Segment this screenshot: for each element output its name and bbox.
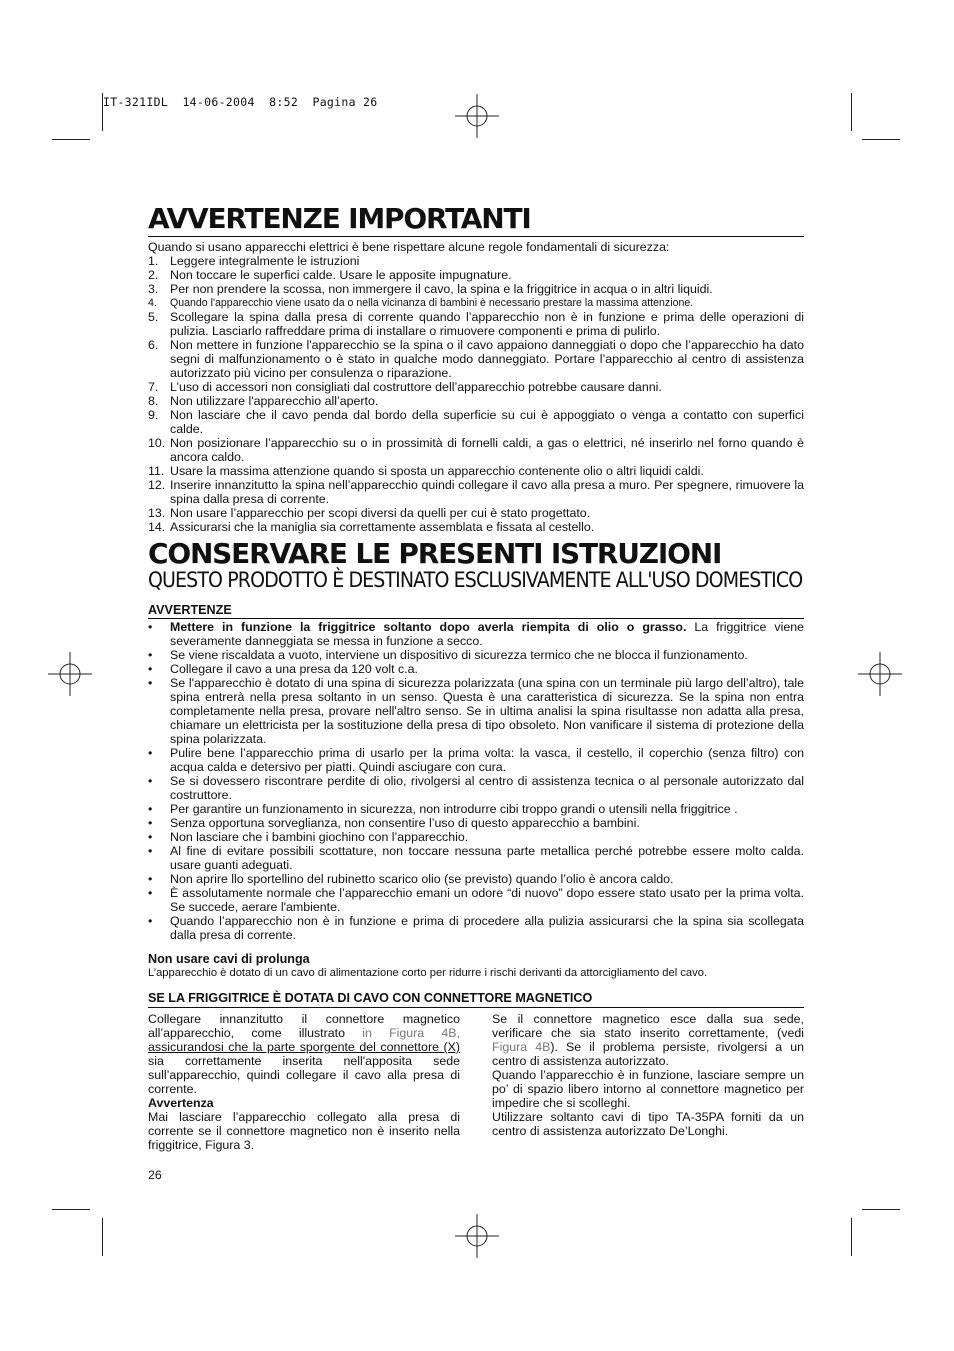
registration-mark-icon [455,1214,499,1258]
crop-mark [862,1209,900,1210]
list-item: • Pulire bene l’apparecchio prima di usarlo per la prima volta: la vasca, il cestello, il coperchio (senza filtro) con acqua calda e detersivo per piatti. Quindi asciugare con cura. [148,746,804,774]
paragraph: Quando l’apparecchio è in funzione, lasciare sempre un po’ di spazio libero intorno al connettore magnetico per impedire che si scolleghi. [492,1068,804,1110]
list-item [148,506,804,520]
paragraph: Mai lasciare l’apparecchio collegato alla presa di corrente se il connettore magnetico non è inserito nella friggitrice, Figura 3. [148,1110,460,1152]
list-item [148,520,804,534]
crop-mark [102,1218,103,1256]
item-text: Quando l'apparecchio viene usato da o nella vicinanza di bambini è necessario prestare la massima attenzione. [170,297,694,309]
list-item: • Non lasciare che i bambini giochino con l’apparecchio. [148,830,804,844]
page-content [148,203,804,1182]
section-title: CONSERVARE LE PRESENTI ISTRUZIONI [148,537,722,570]
item-text: Assicurarsi che la maniglia sia correttamente assemblata e fissata al cestello. [170,520,595,534]
item-number: 5. [148,310,159,324]
list-item: • Se viene riscaldata a vuoto, interviene un dispositivo di sicurezza termico che ne blocca il funzionamento. [148,648,804,662]
list-item [148,282,804,296]
list-item [148,478,804,506]
item-text: Leggere integralmente le istruzioni [170,254,360,268]
figure-reference: Figura 4B [492,1040,551,1054]
item-text: Non lasciare che il cavo penda dal bordo della superficie su cui è appoggiato o venga a contatto con superfici calde. [170,408,804,436]
item-text: Non usare l’apparecchio per scopi diversi da quelli per cui è stato progettato. [170,506,591,520]
section-title: AVVERTENZE IMPORTANTI [148,203,804,237]
item-number: 1. [148,254,159,268]
item-number: 8. [148,394,159,408]
crop-mark [851,1218,852,1256]
crop-mark [52,1209,90,1210]
registration-mark-icon [48,652,92,696]
list-item: • Se si dovessero riscontrare perdite di olio, rivolgersi al centro di assistenza tecnica o al personale autorizzato dal costruttore. [148,774,804,802]
item-text: Per non prendere la scossa, non immergere il cavo, la spina e la friggitrice in acqua o in altri liquidi. [170,282,713,296]
bullet-list [148,618,804,942]
list-item: • Per garantire un funzionamento in sicurezza, non introdurre cibi troppo grandi o utensili nella friggitrice . [148,802,804,816]
page-number: 26 [148,1168,162,1182]
item-number: 3. [148,282,159,296]
item-number: 11. [148,464,165,478]
item-number: 12. [148,478,166,492]
list-item [148,310,804,338]
warning-label: Avvertenza [148,1096,214,1110]
item-text: Non toccare le superfici calde. Usare le apposite impugnature. [170,268,512,282]
list-item: • Senza opportuna sorveglianza, non consentire l’uso di questo apparecchio a bambini. [148,816,804,830]
paragraph: Se il connettore magnetico esce dalla sua sede, verificare che sia stato inserito correttamente, (vedi Figura 4B). Se il problema persiste, rivolgersi a un centro di assistenza autorizzato. [492,1012,804,1068]
item-text: Non mettere in funzione l'apparecchio se la spina o il cavo appaiono danneggiati o dopo che l’apparecchio ha dato segni di malfunzionamento o è stato in qualche modo danneggiato. Portare l’apparecchio al centro di assistenza autorizzato più vicino per consulenza o riparazione. [170,338,804,380]
figure-reference: in Figura 4B, [362,1026,461,1040]
list-item: • Mettere in funzione la friggitrice soltanto dopo averla riempita di olio o grasso. La friggitrice viene severamente danneggiata se messa in funzione a secco. [148,620,804,648]
item-text: Non posizionare l’apparecchio su o in prossimità di fornelli caldi, a gas o elettrici, né inserirlo nel forno quando è ancora caldo. [170,436,804,464]
list-item: • Collegare il cavo a una presa da 120 volt c.a. [148,662,804,676]
item-number: 13. [148,506,166,520]
item-number: 4. [148,297,157,309]
item-number: 9. [148,408,159,422]
extension-cord-text: L’apparecchio è dotato di un cavo di alimentazione corto per ridurre i rischi derivanti da attorcigliamento del cavo. [148,967,708,979]
list-item [148,408,804,436]
item-number: 14. [148,520,166,534]
warnings-heading: AVVERTENZE [148,603,232,617]
list-item [148,380,804,394]
item-number: 7. [148,380,159,394]
registration-mark-icon [455,94,499,138]
crop-mark [52,139,90,140]
list-item: • Non aprire llo sportellino del rubinetto scarico olio (se previsto) quando l’olio è ancora caldo. [148,872,804,886]
list-item: • Se l'apparecchio è dotato di una spina di sicurezza polarizzata (una spina con un terminale più largo dell’altro), tale spina entrerà nella presa soltanto in un senso. Questa è una caratteristica di sicurezza. Se la spina non entra completamente nella presa, provare nell'altro senso. Se in ultima analisi la spina risultasse non adatta alla presa, chiamare un elettricista per la sostituzione della presa di tipo obsoleto. Non vanificare il sistema di protezione della spina polarizzata. [148,676,804,746]
item-text: L’uso di accessori non consigliati dal costruttore dell’apparecchio potrebbe causare danni. [170,380,662,394]
numbered-list [148,254,804,534]
two-columns [148,1012,804,1152]
paragraph: Collegare innanzitutto il connettore magnetico all’apparecchio, come illustrato in Figura 4B, assicurandosi che la parte sporgente del connettore (X) sia correttamente inserita nell'apposita sede sull’apparecchio, quindi collegare il cavo alla presa di corrente. [148,1012,461,1096]
left-column [148,1012,460,1152]
list-item [148,338,804,380]
item-number: 10. [148,436,166,450]
list-item: • Al fine di evitare possibili scottature, non toccare nessuna parte metallica perché potrebbe essere molto calda. usare guanti adeguati. [148,844,804,872]
paragraph: Utilizzare soltanto cavi di tipo TA-35PA forniti da un centro di assistenza autorizzato De’Longhi. [492,1110,804,1138]
list-item: • Quando l’apparecchio non è in funzione e prima di procedere alla pulizia assicurarsi che la spina sia scollegata dalla presa di corrente. [148,914,804,942]
crop-mark [862,139,900,140]
intro-text: Quando si usano apparecchi elettrici è bene rispettare alcune regole fondamentali di sicurezza: [148,240,670,254]
item-text: Usare la massima attenzione quando si sposta un apparecchio contenente olio o altri liquidi caldi. [170,464,704,478]
print-slug: IT-321IDL 14-06-2004 8:52 Pagina 26 [103,95,378,109]
registration-mark-icon [858,652,902,696]
magnetic-connector-heading: SE LA FRIGGITRICE È DOTATA DI CAVO CON CONNETTORE MAGNETICO [148,991,804,1008]
item-text: Non utilizzare l'apparecchio all’aperto. [170,394,379,408]
list-item [148,394,804,408]
item-number: 6. [148,338,159,352]
crop-mark [851,93,852,131]
item-number: 2. [148,268,159,282]
list-item [148,436,804,464]
item-text: Scollegare la spina dalla presa di corrente quando l’apparecchio non è in funzione e prima delle operazioni di pulizia. Lasciarlo raffreddare prima di installare o rimuovere componenti e prima di pulirlo. [170,310,804,338]
section-subtitle: QUESTO PRODOTTO È DESTINATO ESCLUSIVAMENTE ALL'USO DOMESTICO [148,568,803,593]
list-item [148,268,804,282]
item-text: Inserire innanzitutto la spina nell’apparecchio quindi collegare il cavo alla presa a muro. Per spegnere, rimuovere la spina dalla presa di corrente. [170,478,804,506]
list-item [148,296,804,310]
list-item: • È assolutamente normale che l’apparecchio emani un odore “di nuovo” dopo essere stato usato per la prima volta. Se succede, aerare l'ambiente. [148,886,804,914]
right-column [492,1012,804,1152]
extension-cord-heading: Non usare cavi di prolunga [148,952,310,966]
list-item [148,464,804,478]
list-item [148,254,804,268]
